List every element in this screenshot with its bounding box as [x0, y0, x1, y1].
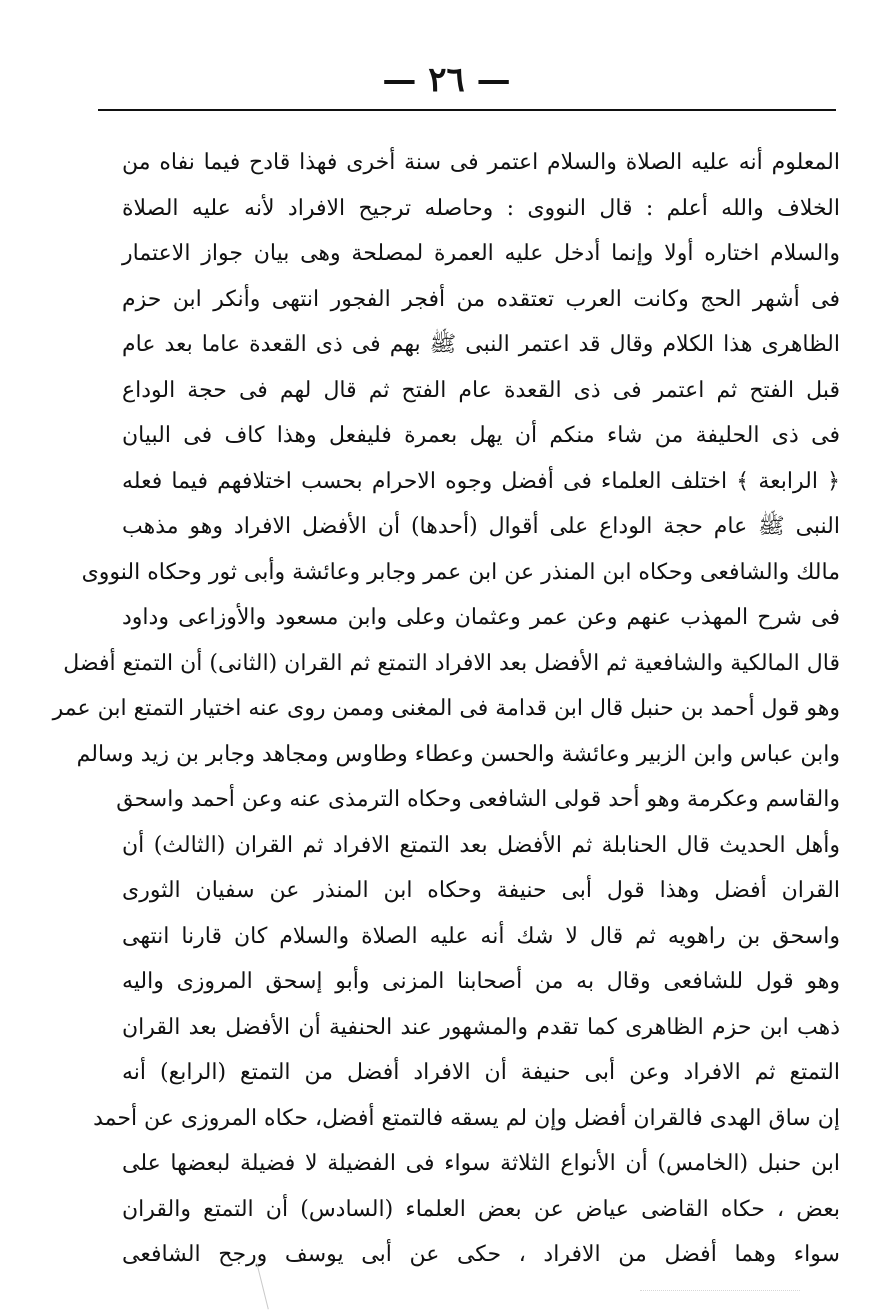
text-line: وابن عباس وابن الزبير وعائشة والحسن وعطاء وطاوس ومجاهد وجابر بن زيد وسالم — [76, 741, 840, 767]
text-line: فى شرح المهذب عنهم وعن عمر وعثمان وعلى وابن مسعود والأوزاعى وداود — [122, 605, 840, 630]
text-line: واسحق بن راهويه ثم قال لا شك أنه عليه الصلاة والسلام كان قارنا انتهى — [122, 923, 840, 949]
text-line: النبى ﷺ عام حجة الوداع على أقوال (أحدها) أن الأفضل الافراد وهو مذهب — [122, 514, 840, 539]
text-line: بعض ، حكاه القاضى عياض عن بعض العلماء (السادس) أن التمتع والقران — [122, 1196, 840, 1222]
text-line: فى أشهر الحج وكانت العرب تعتقده من أفجر الفجور انتهى وأنكر ابن حزم — [122, 286, 840, 312]
text-line: إن ساق الهدى فالقران أفضل وإن لم يسقه فالتمتع أفضل، حكاه المروزى عن أحمد — [93, 1105, 840, 1131]
text-line: فى ذى الحليفة من شاء منكم أن يهل بعمرة فليفعل وهذا كاف فى البيان — [122, 423, 840, 448]
text-line: وهو قول للشافعى وقال به من أصحابنا المزنى وأبو إسحق المروزى واليه — [122, 969, 840, 994]
text-line: وهو قول أحمد بن حنبل قال ابن قدامة فى المغنى وممن روى عنه اختيار التمتع ابن عمر — [52, 696, 840, 721]
page-number-header: — ٢٦ — — [382, 60, 511, 100]
text-line: الظاهرى هذا الكلام وقال قد اعتمر النبى ﷺ بهم فى ذى القعدة عاما بعد عام — [122, 332, 840, 357]
text-line: وأهل الحديث قال الحنابلة ثم الأفضل بعد التمتع الافراد ثم القران (الثالث) أن — [122, 832, 840, 858]
text-line: والقاسم وعكرمة وهو أحد قولى الشافعى وحكاه الترمذى عنه وعن أحمد واسحق — [116, 787, 840, 812]
text-line: ابن حنبل (الخامس) أن الأنواع الثلاثة سواء فى الفضيلة لا فضيلة لبعضها على — [122, 1151, 840, 1176]
text-line: سواء وهما أفضل من الافراد ، حكى عن أبى يوسف ورجح الشافعى — [122, 1242, 840, 1267]
text-line: الخلاف والله أعلم : قال النووى : وحاصله ترجيح الافراد لأنه عليه الصلاة — [122, 195, 840, 221]
text-line: قال المالكية والشافعية ثم الأفضل بعد الافراد التمتع ثم القران (الثانى) أن التمتع أفضل — [63, 650, 840, 676]
header-rule — [98, 109, 836, 111]
text-line: المعلوم أنه عليه الصلاة والسلام اعتمر فى سنة أخرى فهذا قادح فيما نفاه من — [122, 150, 840, 175]
text-line: ذهب ابن حزم الظاهرى كما تقدم والمشهور عند الحنفية أن الأفضل بعد القران — [122, 1014, 840, 1040]
text-line: القران أفضل وهذا قول أبى حنيفة وحكاه ابن المنذر عن سفيان الثورى — [122, 878, 840, 903]
page-body-text — [52, 140, 840, 1278]
text-line: ﴿ الرابعة ﴾ اختلف العلماء فى أفضل وجوه الاحرام بحسب اختلافهم فيما فعله — [122, 468, 840, 494]
text-line: قبل الفتح ثم اعتمر فى ذى القعدة عام الفتح ثم قال لهم فى حجة الوداع — [122, 377, 840, 403]
text-line: والسلام اختاره أولا وإنما أدخل عليه العمرة لمصلحة وهى بيان جواز الاعتمار — [122, 241, 840, 266]
text-line: التمتع ثم الافراد وعن أبى حنيفة أن الافراد أفضل من التمتع (الرابع) أنه — [122, 1060, 840, 1085]
text-line: مالك والشافعى وحكاه ابن المنذر عن ابن عمر وجابر وعائشة وأبى ثور وحكاه النووى — [81, 559, 840, 585]
scan-artifact-dots — [640, 1290, 800, 1292]
